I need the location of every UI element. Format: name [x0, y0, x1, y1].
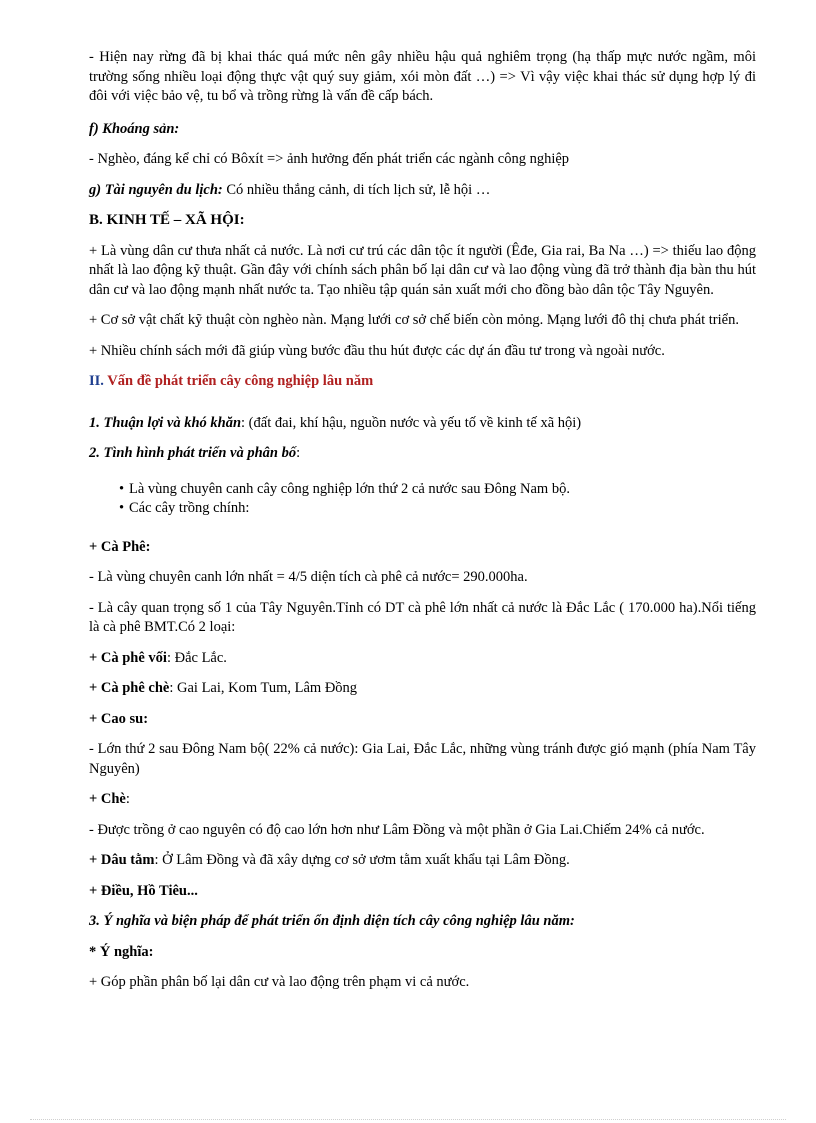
heading-tea: + Chè [89, 791, 126, 807]
heading-coffee: + Cà Phê: [89, 538, 151, 555]
list-item: • Là vùng chuyên canh cây công nghiệp lớn thứ 2 cả nước sau Đông Nam bộ. [119, 480, 756, 500]
advantages-text: : (đất đai, khí hậu, nguồn nước và yếu tố về kinh tế xã hội) [241, 414, 582, 431]
paragraph-robusta [89, 649, 756, 669]
paragraph-significance: + Góp phần phân bố lại dân cư và lao động trên phạm vi cả nước. [89, 974, 470, 990]
page-bottom-border [30, 1119, 786, 1120]
section-ii-title: Vấn đề phát triển cây công nghiệp lâu năm [103, 373, 374, 389]
heading-advantages: 1. Thuận lợi và khó khăn [89, 414, 242, 431]
tourism-text: Có nhiều thắng cảnh, di tích lịch sử, lễ hội … [222, 181, 491, 198]
bullet-list [89, 480, 756, 519]
heading-economy-society: B. KINH TẾ – XÃ HỘI: [89, 212, 245, 228]
paragraph-rubber: - Lớn thứ 2 sau Đông Nam bộ( 22% cả nước): Gia Lai, Đắc Lắc, những vùng tránh được gió mạnh (phía Nam Tây Nguyên) [89, 741, 756, 777]
paragraph-development [89, 444, 756, 464]
heading-arabica: + Cà phê chè [89, 680, 170, 696]
paragraph-policies: + Nhiều chính sách mới đã giúp vùng bước đầu thu hút được các dự án đầu tư trong và ngoài nước. [89, 342, 665, 359]
paragraph-infrastructure: + Cơ sở vật chất kỹ thuật còn nghèo nàn. Mạng lưới cơ sở chế biến còn mỏng. Mạng lưới đô thị chưa phát triển. [89, 312, 739, 328]
paragraph-advantages [89, 414, 756, 434]
paragraph-minerals: - Nghèo, đáng kể chỉ có Bôxít => ảnh hưởng đến phát triển các ngành công nghiệp [89, 151, 570, 167]
heading-cashew-pepper: + Điều, Hồ Tiêu... [89, 882, 198, 899]
heading-rubber: + Cao su: [89, 710, 149, 727]
paragraph-mulberry [89, 851, 756, 871]
paragraph-coffee-importance: - Là cây quan trọng số 1 của Tây Nguyên.Tỉnh có DT cà phê lớn nhất cả nước là Đắc Lắc ( 170.000 ha).Nổi tiếng là cà phê BMT.Có 2 loại: [89, 599, 756, 635]
list-item: • Các cây trồng chính: [119, 499, 756, 519]
mulberry-text: : Ở Lâm Đồng và đã xây dựng cơ sở ươm tằm xuất khẩu tại Lâm Đồng. [154, 852, 570, 868]
paragraph-tourism [89, 181, 756, 201]
heading-significance-measures: 3. Ý nghĩa và biện pháp để phát triển ổn định diện tích cây công nghiệp lâu năm: [89, 913, 575, 929]
arabica-text: : Gai Lai, Kom Tum, Lâm Đồng [169, 680, 358, 696]
paragraph-forest: - Hiện nay rừng đã bị khai thác quá mức nên gây nhiều hậu quả nghiêm trọng (hạ thấp mực nước ngầm, môi trường sống nhiều loại động thực vật quý suy giảm, xói mòn đất …) => Vì vậy việc khai thác sử dụng hợp lý đi đôi với việc bảo vệ, tu bổ và trồng rừng là vấn đề cấp bách. [89, 49, 756, 104]
paragraph-coffee-area: - Là vùng chuyên canh lớn nhất = 4/5 diện tích cà phê cả nước= 290.000ha. [89, 569, 528, 585]
robusta-text: : Đắc Lắc. [166, 649, 227, 666]
heading-tea-line [89, 790, 756, 810]
document-page [89, 48, 756, 993]
heading-development: 2. Tình hình phát triển và phân bố [89, 445, 297, 461]
heading-robusta: + Cà phê vối [89, 649, 167, 666]
paragraph-arabica [89, 679, 756, 699]
heading-mulberry: + Dâu tằm [89, 852, 155, 868]
heading-tourism: g) Tài nguyên du lịch: [89, 181, 223, 198]
heading-significance: * Ý nghĩa: [89, 943, 154, 960]
heading-section-ii [89, 372, 756, 392]
paragraph-tea: - Được trồng ở cao nguyên có độ cao lớn hơn như Lâm Đồng và một phần ở Gia Lai.Chiếm 24% cả nước. [89, 821, 705, 838]
tea-colon: : [125, 791, 130, 807]
heading-minerals: f) Khoáng sản: [89, 120, 180, 137]
paragraph-population: + Là vùng dân cư thưa nhất cả nước. Là nơi cư trú các dân tộc ít người (Êđe, Gia rai, Ba Na …) => thiếu lao động nhất là lao động kỹ thuật. Gần đây với chính sách phân bố lại dân cư và lao động vùng đã trở thành địa bàn thu hút dân cư và lao động mạnh nhất nước ta. Tạo nhiều tập quán sản xuất mới cho đồng bào dân tộc Tây Nguyên. [89, 242, 756, 298]
development-colon: : [296, 445, 301, 461]
section-ii-number: II. [89, 373, 104, 389]
